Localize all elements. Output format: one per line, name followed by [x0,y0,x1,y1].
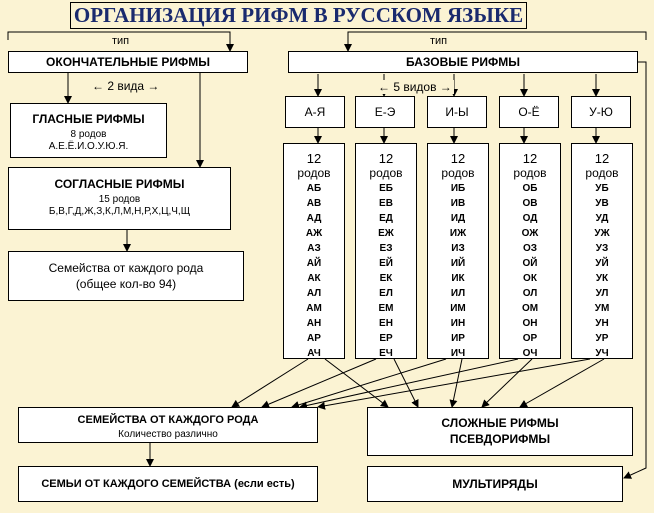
list-item: ОР [522,333,538,344]
list-item: ЕЛ [379,288,393,299]
column-unit: родов [513,166,547,180]
families-each-genus-sub: Количество различно [118,429,218,440]
final-rhymes-box: ОКОНЧАТЕЛЬНЫЕ РИФМЫ [8,51,248,73]
list-item: ЕМ [378,303,394,314]
list-item: ЕЙ [379,258,393,269]
list-item: УЖ [594,228,610,239]
multirows-box: МУЛЬТИРЯДЫ [367,466,623,502]
list-item: УБ [595,183,609,194]
list-item: ЕР [379,333,393,344]
page-title: ОРГАНИЗАЦИЯ РИФМ В РУССКОМ ЯЗЫКЕ [70,2,527,29]
families-per-genus-box [8,251,244,301]
column-count: 12 [522,151,538,166]
consonant-rhymes-letters: Б,В,Г,Д,Ж,З,К,Л,М,Н,Р,Х,Ц,Ч,Щ [48,206,191,217]
column-head-i-y: И-Ы [427,96,487,128]
left-split-label: ← 2 вида → [92,79,160,93]
list-item: АН [306,318,322,329]
list-item: ИЧ [450,348,466,359]
list-item: АД [306,213,322,224]
column-count: 12 [594,151,610,166]
list-item: УЙ [595,258,609,269]
families-each-genus-box [18,407,318,443]
vowel-rhymes-count: 8 родов [70,129,107,140]
list-item: ОЙ [522,258,538,269]
list-item: ИБ [450,183,466,194]
list-item: ИД [450,213,466,224]
list-item: АЖ [305,228,323,239]
consonant-rhymes-box [8,167,231,230]
column-head-e-e: Е-Э [355,96,415,128]
list-item: АМ [306,303,322,314]
vowel-rhymes-title: ГЛАСНЫЕ РИФМЫ [32,112,145,126]
column-list-u-yu [571,143,633,359]
right-type-label: тип [430,35,448,47]
list-item: АЙ [306,258,322,269]
vowel-rhymes-box [10,103,167,158]
column-unit: родов [297,166,331,180]
families-line1: Семейства от каждого рода [48,261,204,275]
consonant-rhymes-count: 15 родов [98,194,141,205]
list-item: ИЖ [449,228,467,239]
list-item: ОЖ [521,228,539,239]
column-list-i-y [427,143,489,359]
list-item: ОЛ [522,288,538,299]
consonant-rhymes-title: СОГЛАСНЫЕ РИФМЫ [54,177,185,191]
list-item: ЕН [379,318,393,329]
list-item: АК [307,273,321,284]
list-item: УЗ [595,243,609,254]
families-each-genus-title: СЕМЕЙСТВА ОТ КАЖДОГО РОДА [77,414,259,426]
column-unit: родов [585,166,619,180]
list-item: ОМ [521,303,539,314]
list-item: ОЗ [522,243,538,254]
column-unit: родов [441,166,475,180]
column-head-a-ya: А-Я [285,96,345,128]
list-item: ИЛ [450,288,466,299]
list-item: УК [595,273,609,284]
column-list-o-yo [499,143,561,359]
list-item: УР [595,333,609,344]
list-item: УН [595,318,609,329]
list-item: ОН [522,318,538,329]
list-item: ИК [451,273,465,284]
list-item: ИР [451,333,465,344]
complex-rhymes-line2: ПСЕВДОРИФМЫ [449,432,551,446]
list-item: ОК [523,273,537,284]
list-item: АЧ [307,348,321,359]
families-line2: (общее кол-во 94) [75,277,177,291]
list-item: УВ [595,198,609,209]
list-item: ЕВ [379,198,393,209]
list-item: УМ [594,303,610,314]
list-item: АЛ [306,288,322,299]
list-item: ЕД [379,213,393,224]
base-rhymes-box: БАЗОВЫЕ РИФМЫ [288,51,638,73]
list-item: ЕЗ [379,243,393,254]
vowel-rhymes-letters: А.Е.Ё.И.О.У.Ю.Я. [48,141,129,152]
column-head-u-yu: У-Ю [571,96,631,128]
list-item: ИВ [450,198,466,209]
list-item: УЛ [595,288,609,299]
right-split-label: ← 5 видов → [378,80,452,94]
list-item: ЕБ [379,183,393,194]
list-item: ИН [450,318,466,329]
column-list-e-e [355,143,417,359]
list-item: ИЙ [450,258,466,269]
list-item: ЕЧ [379,348,393,359]
list-item: УЧ [595,348,609,359]
column-count: 12 [450,151,466,166]
column-count: 12 [378,151,394,166]
list-item: ОД [522,213,538,224]
complex-rhymes-line1: СЛОЖНЫЕ РИФМЫ [441,416,559,430]
list-item: ЕК [379,273,393,284]
list-item: ОБ [522,183,538,194]
list-item: АВ [306,198,322,209]
list-item: АЗ [307,243,321,254]
column-unit: родов [369,166,403,180]
list-item: УД [595,213,609,224]
families-each-family-box: СЕМЬИ ОТ КАЖДОГО СЕМЕЙСТВА (если есть) [18,466,318,502]
complex-rhymes-box [367,407,633,456]
column-head-o-yo: О-Ё [499,96,559,128]
list-item: АР [307,333,321,344]
list-item: ИМ [450,303,466,314]
column-count: 12 [306,151,322,166]
list-item: ОВ [522,198,538,209]
list-item: ОЧ [522,348,538,359]
list-item: ЕЖ [378,228,394,239]
list-item: АБ [306,183,322,194]
list-item: ИЗ [451,243,465,254]
column-list-a-ya [283,143,345,359]
left-type-label: тип [112,35,130,47]
